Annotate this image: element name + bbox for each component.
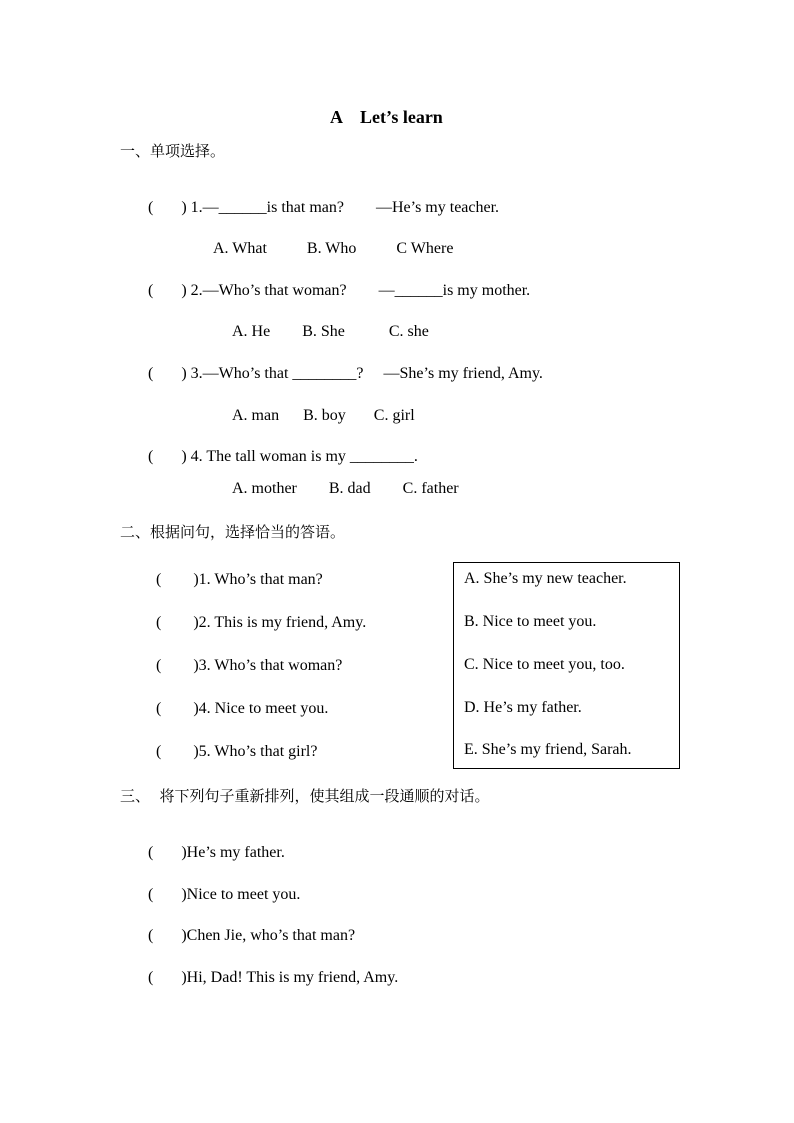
page-title: A Let’s learn [330, 107, 443, 127]
order-item-2: ( )Nice to meet you. [148, 886, 301, 903]
match-question-4: ( )4. Nice to meet you. [156, 700, 329, 717]
section-1-heading: 一、单项选择。 [120, 142, 226, 160]
match-question-5: ( )5. Who’s that girl? [156, 743, 318, 760]
question-4-options: A. mother B. dad C. father [232, 480, 459, 497]
question-3-options: A. man B. boy C. girl [232, 407, 415, 424]
question-2-options: A. He B. She C. she [232, 323, 429, 340]
match-question-3: ( )3. Who’s that woman? [156, 657, 343, 674]
section-2-heading: 二、根据问句，选择恰当的答语。 [120, 523, 346, 541]
question-4-stem: ( ) 4. The tall woman is my ________. [148, 448, 418, 465]
answer-c: C. Nice to meet you, too. [464, 656, 625, 673]
match-question-2: ( )2. This is my friend, Amy. [156, 614, 367, 631]
question-1-options: A. What B. Who C Where [213, 240, 454, 257]
question-1-stem: ( ) 1.—______is that man? —He’s my teacher. [148, 199, 500, 216]
order-item-3: ( )Chen Jie, who’s that man? [148, 927, 356, 944]
match-question-1: ( )1. Who’s that man? [156, 571, 323, 588]
section-3-heading: 三、 将下列句子重新排列，使其组成一段通顺的对话。 [120, 787, 490, 805]
order-item-1: ( )He’s my father. [148, 844, 285, 861]
answer-a: A. She’s my new teacher. [464, 570, 627, 587]
answer-d: D. He’s my father. [464, 699, 582, 716]
answer-e: E. She’s my friend, Sarah. [464, 741, 632, 758]
answer-b: B. Nice to meet you. [464, 613, 597, 630]
order-item-4: ( )Hi, Dad! This is my friend, Amy. [148, 969, 399, 986]
question-3-stem: ( ) 3.—Who’s that ________? —She’s my friend, Amy. [148, 365, 543, 382]
question-2-stem: ( ) 2.—Who’s that woman? —______is my mother. [148, 282, 531, 299]
